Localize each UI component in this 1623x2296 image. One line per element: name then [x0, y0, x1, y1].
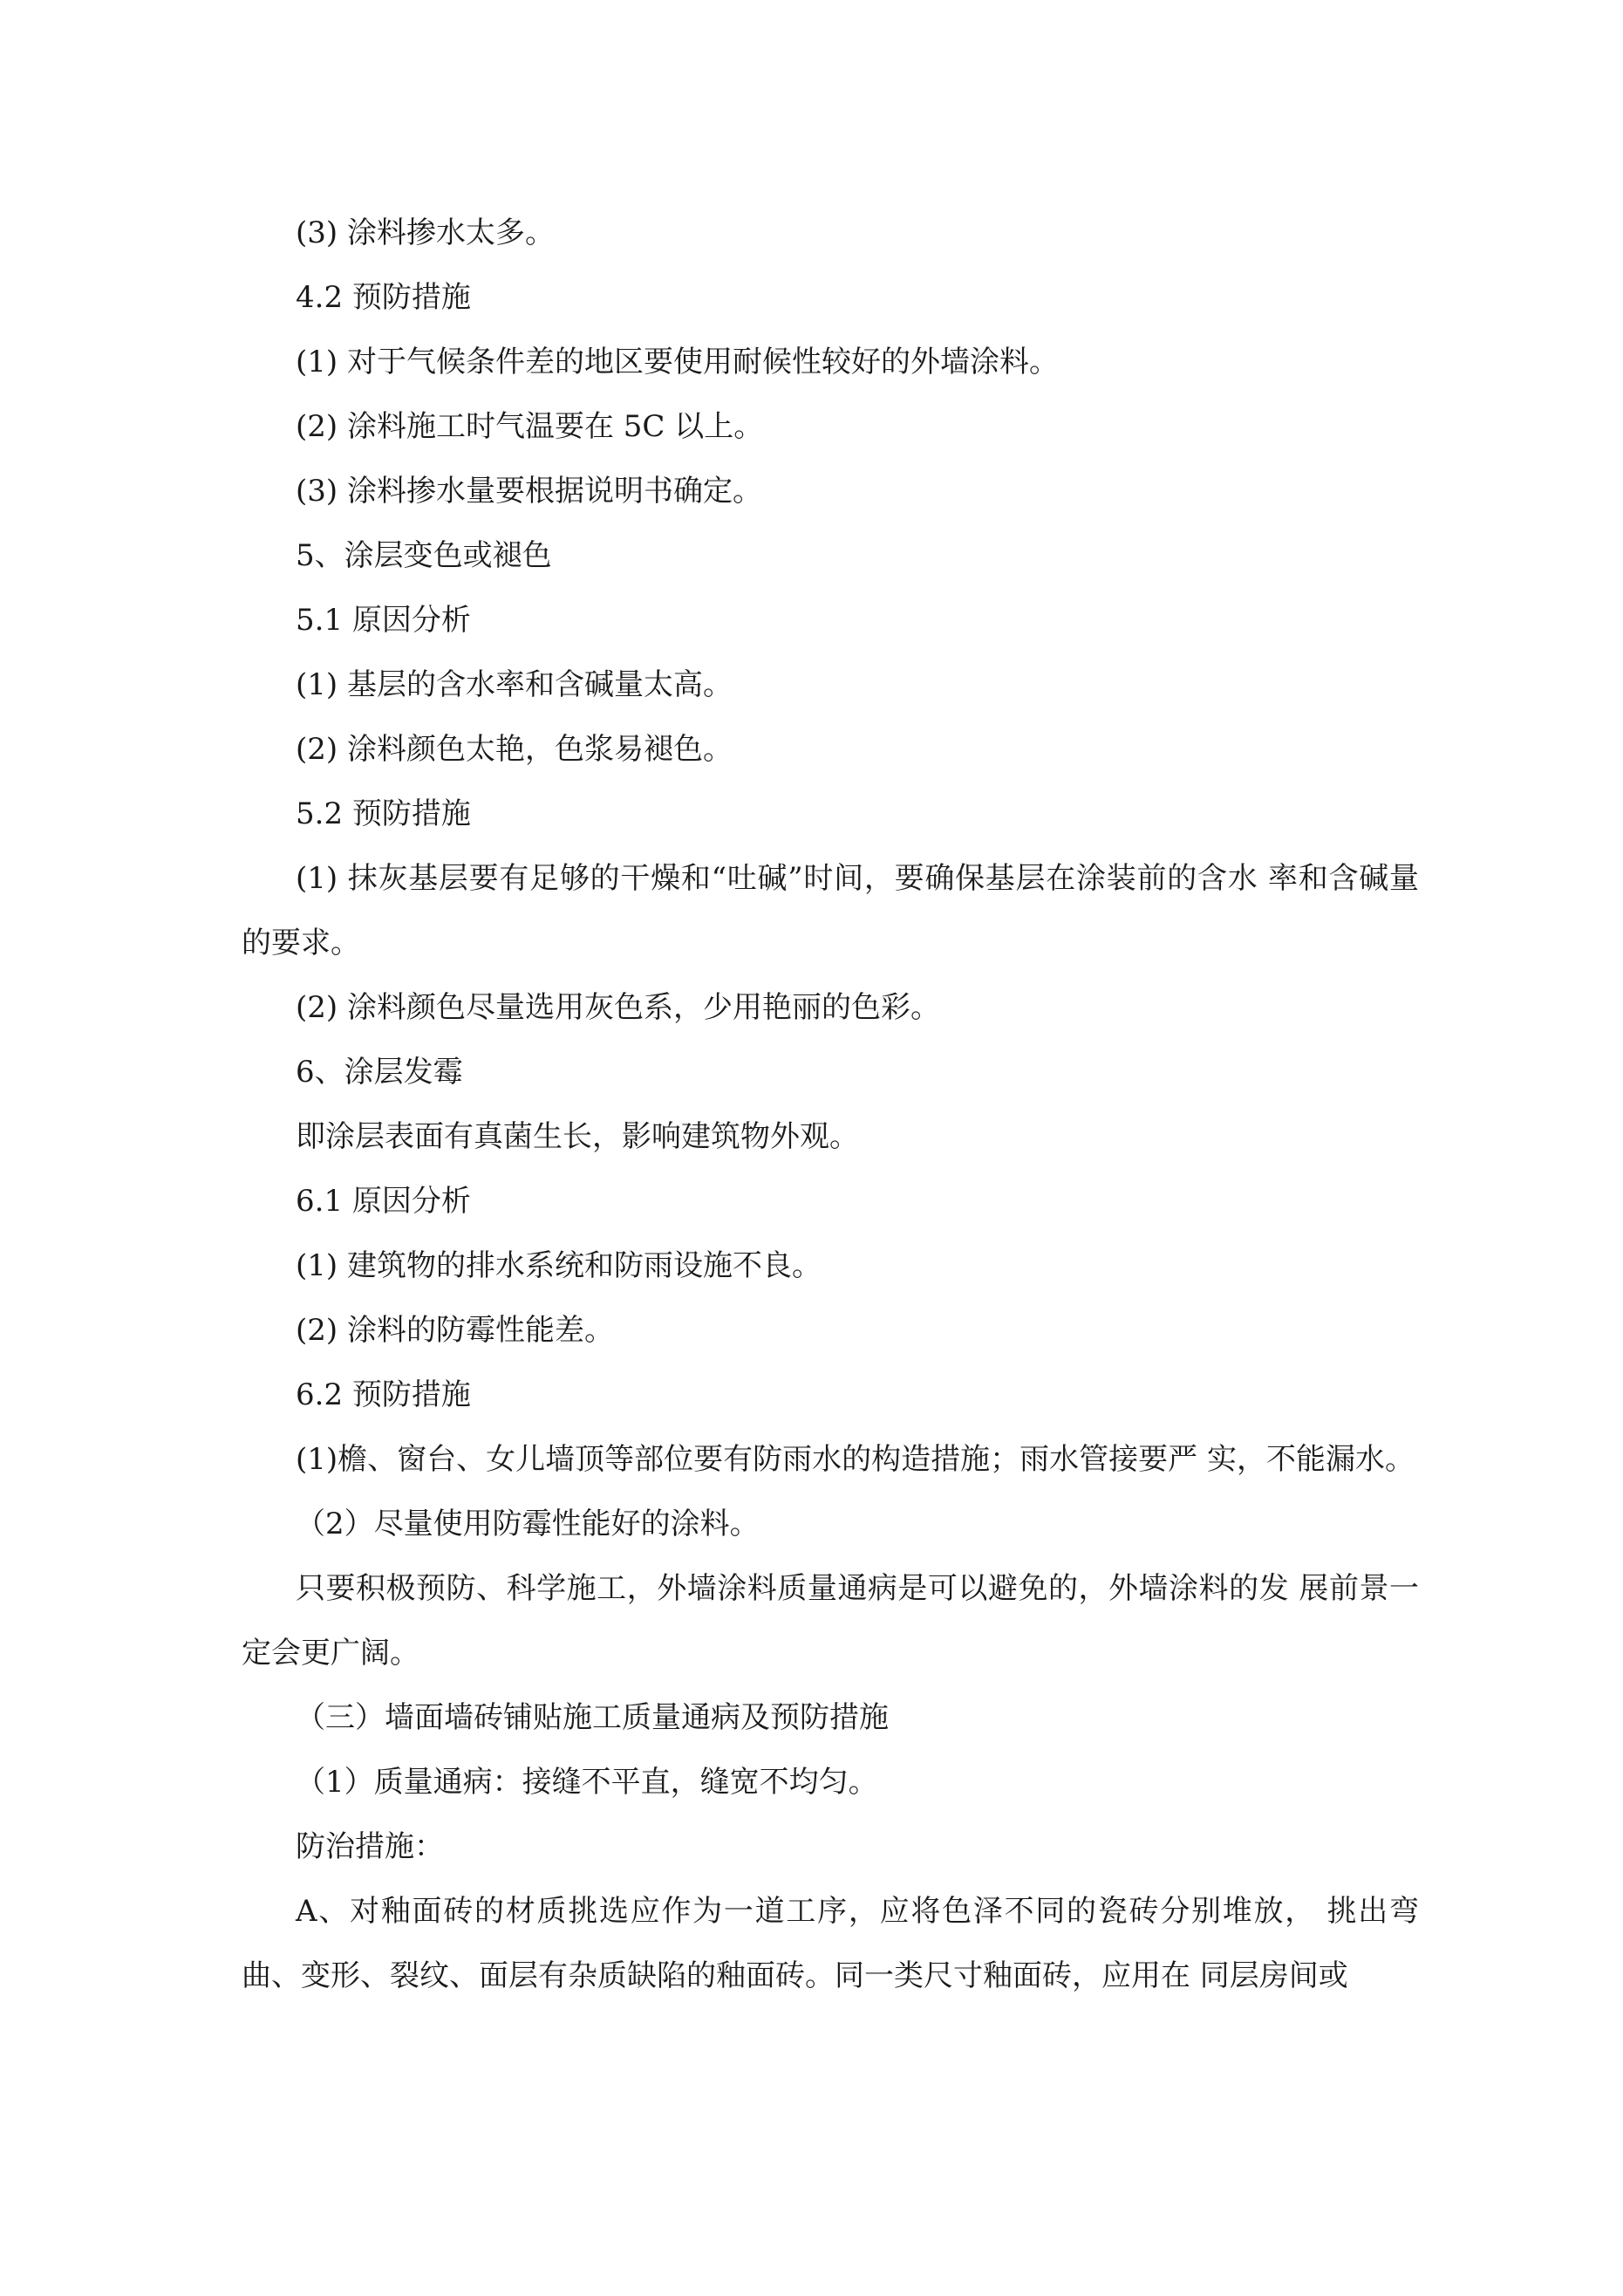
section-heading: 6、涂层发霉	[296, 1055, 463, 1090]
paragraph: (1) 建筑物的排水系统和防雨设施不良。	[296, 1248, 822, 1283]
section-heading: 4.2 预防措施	[296, 280, 471, 315]
paragraph: （2）尽量使用防霉性能好的涂料。	[296, 1507, 760, 1541]
paragraph: 防治措施：	[296, 1829, 444, 1864]
paragraph: (2) 涂料颜色太艳，色浆易褪色。	[296, 732, 733, 767]
paragraph: (1)檐、窗台、女儿墙顶等部位要有防雨水的构造措施；雨水管接要严 实，不能漏水。	[296, 1442, 1415, 1477]
section-heading: 5.2 预防措施	[296, 796, 471, 831]
paragraph: (1) 基层的含水率和含碱量太高。	[296, 667, 733, 702]
paragraph: (2) 涂料施工时气温要在 5C 以上。	[296, 409, 764, 444]
document-body	[242, 201, 1419, 2008]
paragraph: (2) 涂料的防霉性能差。	[296, 1313, 614, 1348]
paragraph: (1) 抹灰基层要有足够的干燥和“吐碱”时间，要确保基层在涂装前的含水 率和含碱量的要求。	[242, 861, 1419, 960]
paragraph: 只要积极预防、科学施工，外墙涂料质量通病是可以避免的，外墙涂料的发 展前景一定会更广阔。	[242, 1571, 1419, 1671]
paragraph: （1）质量通病：接缝不平直，缝宽不均匀。	[296, 1765, 878, 1800]
paragraph: (3) 涂料掺水太多。	[296, 215, 555, 250]
paragraph: (3) 涂料掺水量要根据说明书确定。	[296, 474, 762, 509]
section-heading: （三）墙面墙砖铺贴施工质量通病及预防措施	[296, 1700, 889, 1735]
paragraph: A、对釉面砖的材质挑选应作为一道工序，应将色泽不同的瓷砖分别堆放， 挑出弯曲、变形、裂纹、面层有杂质缺陷的釉面砖。同一类尺寸釉面砖，应用在 同层房间或	[242, 1894, 1419, 1993]
section-heading: 5.1 原因分析	[296, 603, 471, 638]
paragraph: 即涂层表面有真菌生长，影响建筑物外观。	[296, 1119, 859, 1154]
section-heading: 5、涂层变色或褪色	[296, 538, 552, 573]
section-heading: 6.2 预防措施	[296, 1377, 471, 1412]
paragraph: (2) 涂料颜色尽量选用灰色系，少用艳丽的色彩。	[296, 990, 940, 1025]
paragraph: (1) 对于气候条件差的地区要使用耐候性较好的外墙涂料。	[296, 345, 1059, 379]
section-heading: 6.1 原因分析	[296, 1184, 471, 1219]
